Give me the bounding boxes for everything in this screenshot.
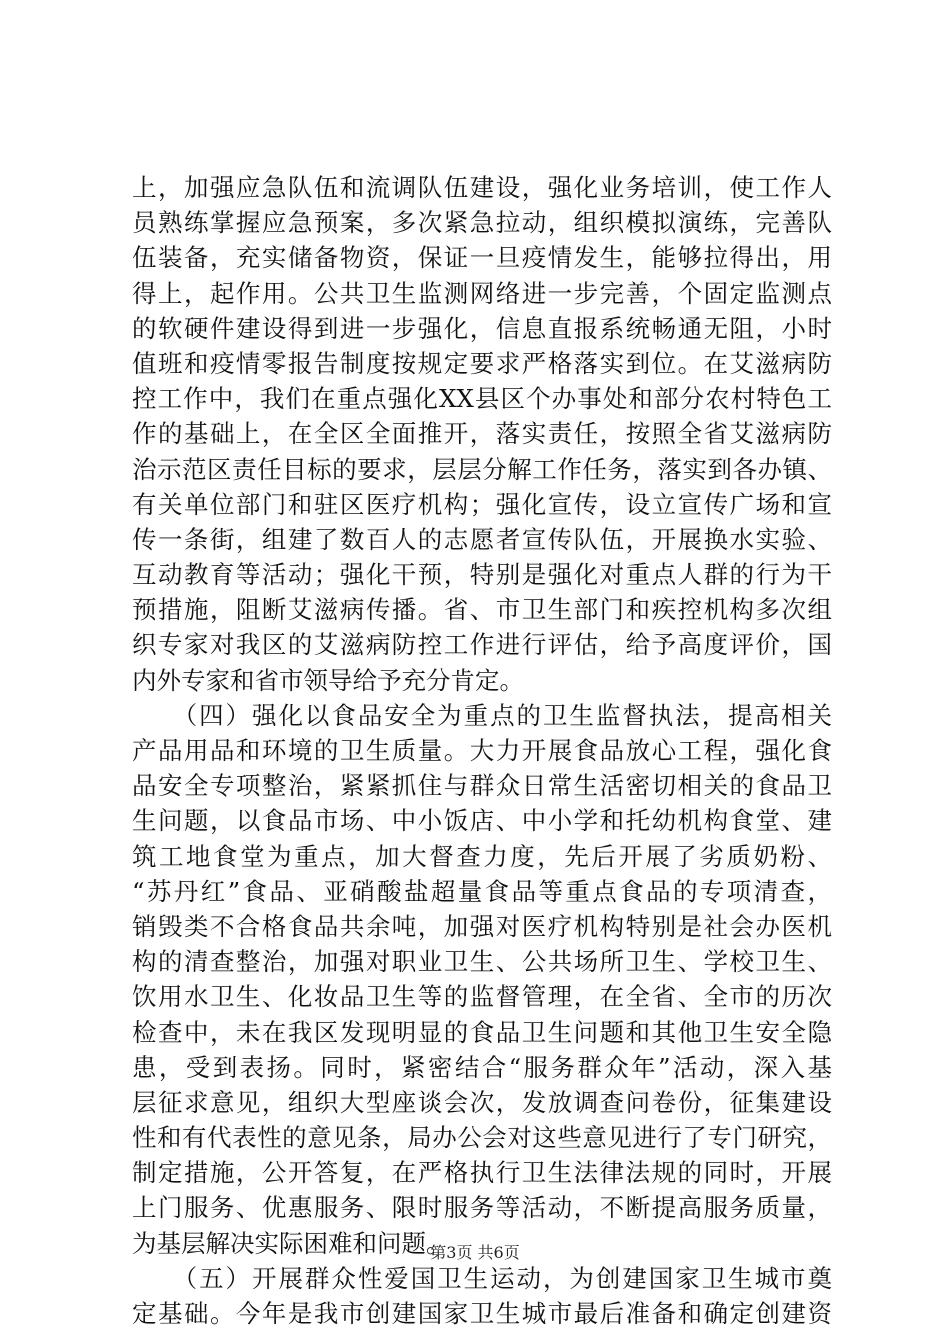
text-line: 织专家对我区的艾滋病防控工作进行评估，给予高度评价，国 bbox=[132, 630, 832, 660]
text-line: 员熟练掌握应急预案，多次紧急拉动，组织模拟演练，完善队 bbox=[132, 208, 832, 238]
text-line: 检查中，未在我区发现明显的食品卫生问题和其他卫生安全隐 bbox=[132, 1017, 832, 1047]
text-line: 内外专家和省市领导给予充分肯定。 bbox=[132, 665, 524, 695]
page-number-footer: 第3页 共6页 bbox=[430, 1243, 520, 1262]
text-line: “苏丹红”食品、亚硝酸盐超量食品等重点食品的专项清查， bbox=[132, 876, 832, 906]
text-line: 上门服务、优惠服务、限时服务等活动，不断提高服务质量， bbox=[132, 1193, 832, 1223]
text-line: 为基层解决实际困难和问题。 bbox=[132, 1228, 451, 1258]
text-line: 生问题，以食品市场、中小饭店、中小学和托幼机构食堂、建 bbox=[132, 806, 832, 836]
text-line: 上，加强应急队伍和流调队伍建设，强化业务培训，使工作人 bbox=[132, 173, 832, 202]
text-line: 品安全专项整治，紧紧抓住与群众日常生活密切相关的食品卫 bbox=[132, 771, 832, 801]
text-line: 筑工地食堂为重点，加大督查力度，先后开展了劣质奶粉、 bbox=[132, 841, 832, 871]
text-line: 预措施，阻断艾滋病传播。省、市卫生部门和疾控机构多次组 bbox=[132, 595, 832, 625]
document-body bbox=[132, 170, 832, 1331]
text-line: 得上，起作用。公共卫生监测网络进一步完善，个固定监测点 bbox=[132, 278, 832, 308]
text-line: 值班和疫情零报告制度按规定要求严格落实到位。在艾滋病防 bbox=[132, 348, 832, 378]
text-line: 饮用水卫生、化妆品卫生等的监督管理，在全省、全市的历次 bbox=[132, 982, 832, 1012]
text-line: 有关单位部门和驻区医疗机构；强化宣传，设立宣传广场和宣 bbox=[132, 489, 832, 519]
text-line: 产品用品和环境的卫生质量。大力开展食品放心工程，强化食 bbox=[132, 736, 832, 765]
text-line: 销毁类不合格食品共余吨，加强对医疗机构特别是社会办医机 bbox=[132, 911, 832, 941]
text-line: 的软硬件建设得到进一步强化，信息直报系统畅通无阻，小时 bbox=[132, 313, 832, 343]
text-line: 控工作中，我们在重点强化XX县区个办事处和部分农村特色工 bbox=[132, 384, 832, 414]
text-line: 定基础。今年是我市创建国家卫生城市最后准备和确定创建资 bbox=[132, 1299, 832, 1328]
text-line: 患，受到表扬。同时，紧密结合“服务群众年”活动，深入基 bbox=[132, 1052, 832, 1082]
text-line: （四）强化以食品安全为重点的卫生监督执法，提高相关 bbox=[132, 700, 832, 730]
text-line: 构的清查整治，加强对职业卫生、公共场所卫生、学校卫生、 bbox=[132, 947, 832, 977]
text-line: 互动教育等活动；强化干预，特别是强化对重点人群的行为干 bbox=[132, 560, 832, 590]
text-line: 伍装备，充实储备物资，保证一旦疫情发生，能够拉得出，用 bbox=[132, 243, 832, 273]
text-line: （五）开展群众性爱国卫生运动，为创建国家卫生城市奠 bbox=[132, 1263, 832, 1293]
text-line: 传一条街，组建了数百人的志愿者宣传队伍，开展换水实验、 bbox=[132, 524, 832, 554]
text-line: 作的基础上，在全区全面推开，落实责任，按照全省艾滋病防 bbox=[132, 419, 832, 449]
text-line: 制定措施，公开答复，在严格执行卫生法律法规的同时，开展 bbox=[132, 1158, 832, 1188]
text-line: 层征求意见，组织大型座谈会次，发放调查问卷份，征集建设 bbox=[132, 1087, 832, 1117]
text-line: 治示范区责任目标的要求，层层分解工作任务，落实到各办镇、 bbox=[132, 454, 832, 484]
text-line: 性和有代表性的意见条，局办公会对这些意见进行了专门研究， bbox=[132, 1123, 832, 1153]
